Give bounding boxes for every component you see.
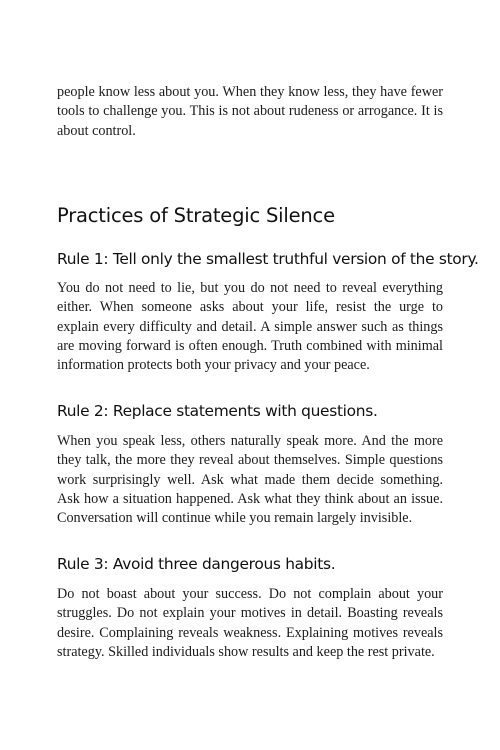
section-title: Practices of Strategic Silence: [57, 204, 335, 227]
rule-2-heading: Rule 2: Replace statements with questions.: [57, 402, 378, 420]
rule-2-paragraph: When you speak less, others naturally speak more. And the more they talk, the more they reveal about themselves. Simple questions work surprisingly well. Ask what made them decide something. Ask how a situation happened. Ask what they think about an issue. Conversation will continue while you remain largely invisible.: [57, 433, 443, 527]
rule-1-paragraph: You do not need to lie, but you do not need to reveal everything either. When someone asks about your life, resist the urge to explain every difficulty and detail. A simple answer such as things are moving forward is often enough. Truth combined with minimal information protects both your privacy and your peace.: [57, 280, 443, 374]
rule-3-paragraph: Do not boast about your success. Do not complain about your struggles. Do not explain your motives in detail. Boasting reveals desire. Complaining reveals weakness. Explaining motives reveals strategy. Skilled individuals show results and keep the rest private.: [57, 586, 443, 660]
rule-3-heading: Rule 3: Avoid three dangerous habits.: [57, 555, 336, 573]
intro-paragraph: people know less about you. When they know less, they have fewer tools to challenge you. This is not about rudeness or arrogance. It is about control.: [57, 84, 443, 139]
rule-1-heading: Rule 1: Tell only the smallest truthful version of the story.: [57, 250, 479, 268]
